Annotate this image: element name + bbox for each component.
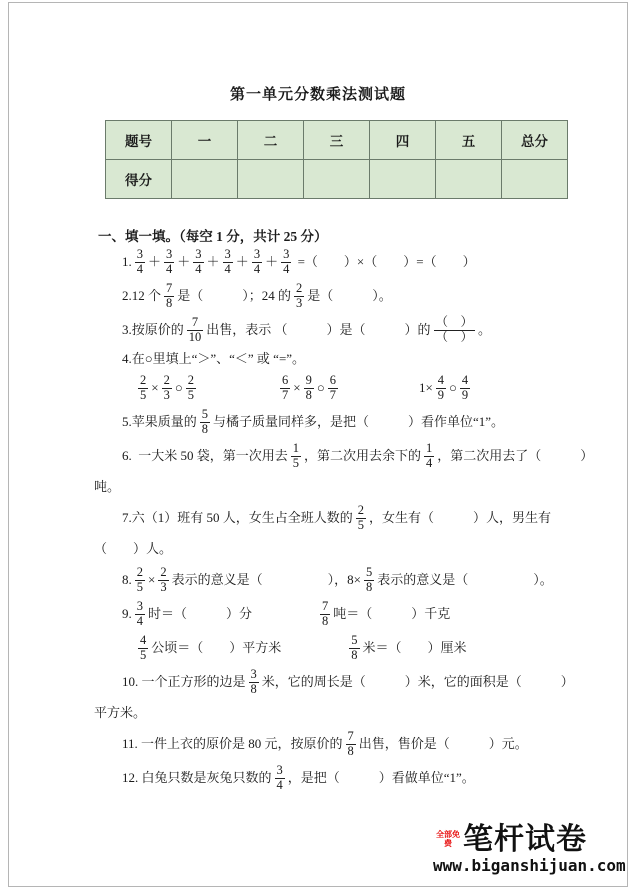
fraction: $\frac{5}{8}$	[365, 565, 373, 594]
text-run: ○	[449, 380, 457, 396]
question-line	[94, 439, 604, 473]
text-run: 与橘子质量同样多，是把（ ）看作单位“1”。	[213, 414, 505, 430]
question-line	[94, 313, 604, 347]
fraction: $\frac{2}{3}$	[163, 373, 170, 402]
text-run: ○	[316, 380, 325, 396]
text-run	[252, 605, 317, 623]
score-table-cell: 二	[238, 121, 304, 160]
text-run: 8.	[122, 572, 132, 588]
fraction: $\frac{3}{4}$	[253, 247, 261, 276]
fraction: $\frac{2}{5}$	[357, 503, 365, 532]
text-run: 吨＝（ ）千克	[333, 606, 451, 622]
question-line	[94, 405, 604, 439]
text-run: ，第二次用去了（ ）	[437, 448, 594, 464]
fraction: $\frac{4}{9}$	[461, 373, 469, 402]
fraction: $\frac{3}{8}$	[250, 667, 257, 696]
text-run: ＋	[235, 254, 249, 270]
questions-list	[94, 245, 604, 795]
question-line	[94, 535, 604, 563]
text-run: 出售，表示 （ ）是（ ）的	[206, 322, 431, 338]
score-table-cell	[436, 160, 502, 199]
score-table	[105, 120, 568, 199]
question-line	[94, 727, 604, 761]
text-run: 吨。	[94, 479, 121, 495]
fraction: $\frac{9}{8}$	[305, 373, 312, 402]
fraction: $\frac{2}{3}$	[160, 565, 167, 594]
score-table-cell	[370, 160, 436, 199]
text-run: ，是把（ ）看做单位“1”。	[287, 770, 475, 786]
fraction: $\frac{7}{8}$	[166, 281, 173, 310]
fraction: $\frac{( )}{( )}$	[435, 315, 474, 344]
score-table-cell	[172, 160, 238, 199]
text-run	[199, 379, 277, 397]
text-run: 1×	[418, 380, 433, 396]
text-run: ×	[293, 380, 301, 396]
text-run: 是（ ）；24 的	[177, 288, 292, 304]
text-run: 2.12 个	[122, 288, 162, 304]
text-run: 米＝（ ）厘米	[362, 640, 467, 656]
document-page	[8, 2, 628, 887]
score-table-cell: 总分	[502, 121, 568, 160]
question-line	[94, 761, 604, 795]
question-line	[94, 665, 604, 699]
fraction: $\frac{5}{8}$	[351, 633, 358, 662]
text-run	[281, 639, 346, 657]
score-table-cell: 一	[172, 121, 238, 160]
text-run	[341, 379, 419, 397]
question-line	[94, 279, 604, 313]
fraction: $\frac{1}{5}$	[292, 441, 300, 470]
text-run: 时＝（ ）分	[148, 606, 253, 622]
fraction: $\frac{6}{7}$	[281, 373, 289, 402]
fraction: $\frac{1}{4}$	[426, 441, 433, 470]
text-run: ＋	[148, 254, 162, 270]
question-line	[94, 371, 604, 405]
text-run: ，第二次用去余下的	[304, 448, 422, 464]
text-run: 6. 一大米 50 袋，第一次用去	[122, 448, 288, 464]
text-run	[122, 379, 135, 397]
question-line	[94, 631, 604, 665]
score-table-cell: 得分	[106, 160, 172, 199]
fraction: $\frac{5}{8}$	[201, 407, 209, 436]
score-table-cell: 题号	[106, 121, 172, 160]
text-run: 5.苹果质量的	[122, 414, 197, 430]
score-table-cell	[502, 160, 568, 199]
site-watermark	[433, 823, 626, 875]
text-run: 表示的意义是（ ），8×	[171, 572, 361, 588]
fraction: $\frac{7}{8}$	[347, 729, 354, 758]
fraction: $\frac{3}{4}$	[195, 247, 202, 276]
fraction: $\frac{3}{4}$	[136, 247, 143, 276]
question-line	[94, 473, 604, 501]
fraction: $\frac{2}{5}$	[140, 373, 147, 402]
section-heading: 一、填一填。（每空 1 分，共计 25 分）	[98, 229, 328, 244]
brand-url: www.biganshijuan.com	[433, 856, 626, 875]
text-run	[122, 639, 135, 657]
score-table-header-row	[106, 121, 568, 160]
question-line	[94, 563, 604, 597]
text-run: 公顷＝（ ）平方米	[151, 640, 282, 656]
text-run: 3.按原价的	[122, 322, 184, 338]
score-table-score-row	[106, 160, 568, 199]
text-run: ＋	[206, 254, 220, 270]
text-run: =（ ）×（ ）=（ ）	[294, 254, 476, 270]
text-run: （ ）人。	[94, 541, 173, 557]
fraction: $\frac{3}{4}$	[136, 599, 143, 628]
text-run: 平方米。	[94, 705, 147, 721]
free-badge: 全部免费	[436, 830, 460, 849]
score-table-cell	[238, 160, 304, 199]
question-line	[94, 501, 604, 535]
fraction: $\frac{7}{8}$	[322, 599, 329, 628]
fraction: $\frac{4}{5}$	[140, 633, 147, 662]
text-run: 10. 一个正方形的边是	[122, 674, 246, 690]
fraction: $\frac{6}{7}$	[329, 373, 336, 402]
text-run: 7.六（1）班有 50 人，女生占全班人数的	[122, 510, 353, 526]
score-table-cell: 四	[370, 121, 436, 160]
score-table-cell: 三	[304, 121, 370, 160]
fraction: $\frac{3}{4}$	[166, 247, 173, 276]
fraction: $\frac{3}{4}$	[283, 247, 290, 276]
text-run: ○	[174, 380, 183, 396]
text-run: 米，它的周长是（ ）米，它的面积是（ ）	[261, 674, 574, 690]
text-run: ×	[148, 572, 156, 588]
text-run: 4.在○里填上“＞”、“＜” 或 “=”。	[122, 351, 306, 367]
text-run: 表示的意义是（ ）。	[377, 572, 553, 588]
fraction: $\frac{3}{4}$	[224, 247, 231, 276]
text-run: 出售，售价是（ ）元。	[358, 736, 528, 752]
watermark-brand-row	[433, 825, 603, 855]
text-run: 是（ ）。	[307, 288, 392, 304]
score-table-cell: 五	[436, 121, 502, 160]
fraction: $\frac{4}{9}$	[437, 373, 445, 402]
fraction: $\frac{2}{5}$	[136, 565, 143, 594]
text-run: ＋	[177, 254, 191, 270]
brand-name: 笔杆试卷	[463, 823, 587, 856]
text-run: ＋	[265, 254, 279, 270]
fraction: $\frac{3}{4}$	[276, 763, 283, 792]
text-run: 11. 一件上衣的原价是 80 元，按原价的	[122, 736, 343, 752]
score-table-body	[106, 121, 568, 199]
text-run: ×	[151, 380, 159, 396]
text-run: ，女生有（ ）人，男生有	[369, 510, 552, 526]
text-run: 1.	[122, 254, 132, 270]
question-line	[94, 347, 604, 371]
question-line	[94, 245, 604, 279]
text-run: 12. 白兔只数是灰兔只数的	[122, 770, 272, 786]
question-line	[94, 699, 604, 727]
fraction: $\frac{2}{3}$	[296, 281, 303, 310]
fraction: $\frac{2}{5}$	[187, 373, 194, 402]
text-run: 。	[478, 322, 492, 338]
question-line	[94, 597, 604, 631]
page-title: 第一单元分数乘法测试题	[229, 87, 406, 103]
fraction: $\frac{7}{10}$	[188, 315, 202, 344]
text-run: 9.	[122, 606, 132, 622]
score-table-cell	[304, 160, 370, 199]
